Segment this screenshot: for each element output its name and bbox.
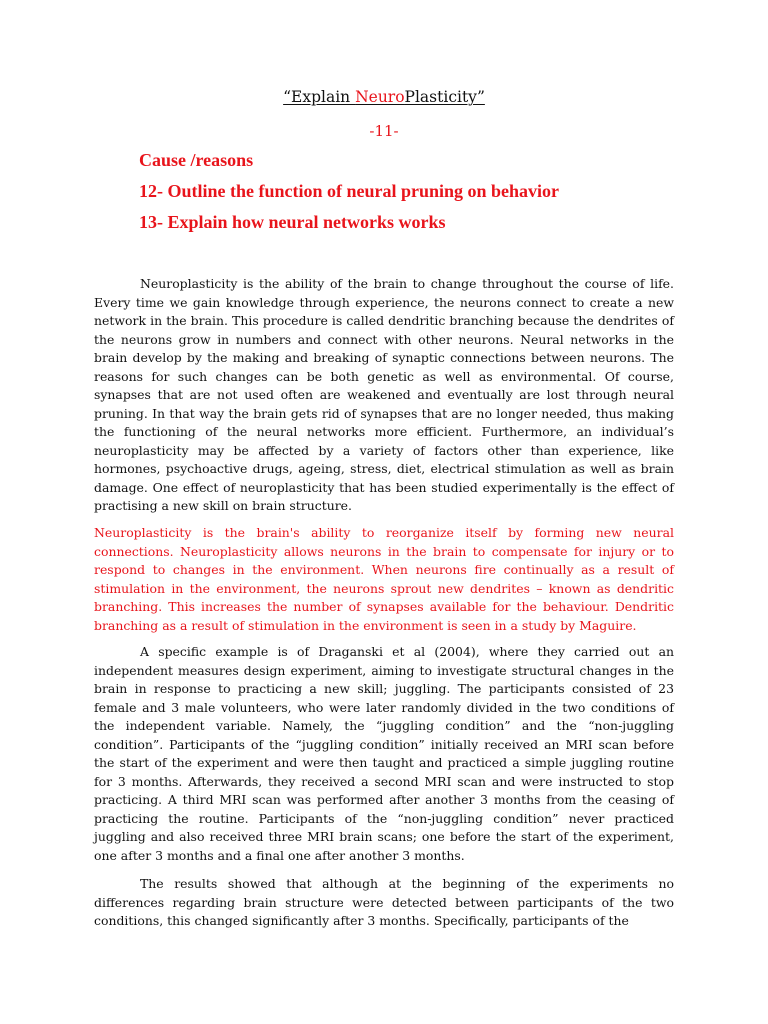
section-number: -11- xyxy=(369,122,399,140)
title-prefix: “Explain xyxy=(283,88,356,106)
page-title xyxy=(0,88,768,106)
title-accent: Neuro xyxy=(355,88,405,106)
heading-neural-pruning: 12- Outline the function of neural pruning on behavior xyxy=(139,181,560,201)
heading-neural-networks: 13- Explain how neural networks works xyxy=(139,212,446,232)
paragraph-neuroplasticity-definition: Neuroplasticity is the brain's ability to reorganize itself by forming new neural connections. Neuroplasticity allows neurons in the brain to compensate for injury or to respond to changes in the environment. When neurons fire continually as a result of stimulation in the environment, the neurons sprout new dendrites – known as dendritic branching. This increases the number of synapses available for the behaviour. Dendritic branching as a result of stimulation in the environment is seen in a study by Maguire. xyxy=(94,525,674,633)
paragraph-results: The results showed that although at the beginning of the experiments no differences regarding brain structure were detected between participants of the two conditions, this changed significantly after 3 months. Specifically, participants of the xyxy=(94,876,674,928)
title-suffix: Plasticity” xyxy=(404,88,485,106)
heading-cause-reasons: Cause /reasons xyxy=(139,150,254,170)
paragraph-draganski-study: A specific example is of Draganski et al (2004), where they carried out an independent measures design experiment, aiming to investigate structural changes in the brain in response to practicing a new skill; juggling. The participants consisted of 23 female and 3 male volunteers, who were later randomly divided in the two conditions of the independent variable. Namely, the “juggling condition” and the “non-juggling condition”. Participants of the “juggling condition” initially received an MRI scan before the start of the experiment and were then taught and practiced a simple juggling routine for 3 months. Afterwards, they received a second MRI scan and were instructed to stop practicing. A third MRI scan was performed after another 3 months from the ceasing of practicing the routine. Participants of the “non-juggling condition” never practiced juggling and also received three MRI brain scans; one before the start of the experiment, one after 3 months and a final one after another 3 months. xyxy=(94,644,674,863)
paragraph-neuroplasticity-intro: Neuroplasticity is the ability of the brain to change throughout the course of life. Every time we gain knowledge through experience, the neurons connect to create a new network in the brain. This procedure is called dendritic branching because the dendrites of the neurons grow in numbers and connect with other neurons. Neural networks in the brain develop by the making and breaking of synaptic connections between neurons. The reasons for such changes can be both genetic as well as environmental. Of course, synapses that are not used often are weakened and eventually are lost through neural pruning. In that way the brain gets rid of synapses that are no longer needed, thus making the functioning of the neural networks more efficient. Furthermore, an individual’s neuroplasticity may be affected by a variety of factors other than experience, like hormones, psychoactive drugs, ageing, stress, diet, electrical stimulation as well as brain damage. One effect of neuroplasticity that has been studied experimentally is the effect of practising a new skill on brain structure. xyxy=(94,276,674,513)
